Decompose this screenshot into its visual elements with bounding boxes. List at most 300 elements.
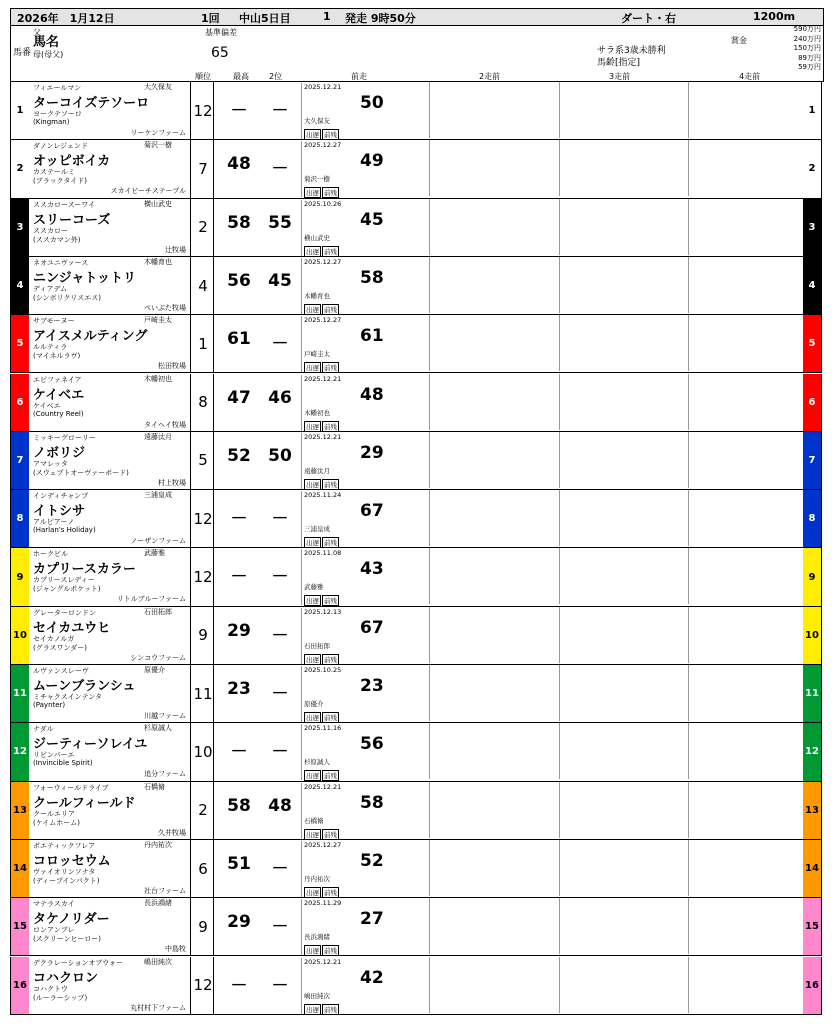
prev-score: 27 (360, 909, 384, 930)
prev-race-1 (301, 316, 430, 372)
second-index: － (271, 159, 289, 180)
prize-label: 賞金 (731, 36, 747, 45)
dam: アマレッタ (33, 459, 68, 468)
best-index: 51 (227, 853, 251, 874)
waku-left (11, 548, 29, 605)
prev-race-4 (688, 199, 804, 255)
prev-jockey: 木幡初也 (304, 408, 330, 417)
horse-number-right: 10 (805, 629, 819, 641)
jockey: 武藤雅 (144, 549, 165, 558)
prev-race-2 (429, 490, 558, 546)
waku-right (803, 140, 821, 197)
dam-sire: (Kingman) (33, 118, 70, 126)
prev-date: 2025.11.08 (304, 549, 342, 558)
prev-race-4 (688, 957, 804, 1013)
prev-race-4 (688, 432, 804, 488)
sire: サブモーヌー (33, 317, 75, 326)
prev-race-2 (429, 199, 558, 255)
rank-value: 2 (198, 218, 208, 237)
tag-pace: 前残 (324, 772, 337, 781)
rank (193, 140, 214, 197)
horse-row (10, 607, 822, 665)
dam-sire: (グラスワンダー) (33, 643, 87, 652)
prev-race-1 (301, 200, 430, 256)
prev-score: 61 (360, 326, 384, 347)
prev-race-2 (429, 723, 558, 779)
race-kai: 1回 (201, 12, 220, 25)
tag-start: 出遅 (306, 772, 319, 781)
sire: ポエティックフレア (33, 841, 96, 850)
prev-tags (304, 362, 340, 373)
sire: グレーターロンドン (33, 608, 96, 617)
prev-race-1 (301, 375, 430, 431)
horse-number-right: 16 (805, 979, 819, 991)
dam: ロンアンブレ (33, 926, 75, 935)
waku-right (803, 607, 821, 664)
prev-jockey: 石橋脩 (304, 816, 324, 825)
second-index: 45 (268, 270, 292, 291)
tag-start: 出遅 (306, 830, 319, 839)
sire: ルヴァンスレーヴ (33, 667, 89, 675)
best-index: 52 (227, 445, 251, 466)
horse-name[interactable]: コハクロン (33, 970, 99, 986)
rank (193, 374, 214, 431)
waku-left (11, 665, 29, 722)
rank-value: 11 (193, 684, 213, 703)
breeder: 辻牧場 (165, 245, 186, 254)
col-prev1: 前走 (351, 72, 367, 81)
tag-pace: 前残 (324, 189, 337, 198)
race-date: 2026年 1月12日 (17, 12, 115, 25)
horse-number: 8 (16, 513, 24, 525)
jockey: 三浦皇成 (144, 491, 172, 500)
race-class: サラ系3歳未勝利 (597, 46, 666, 56)
horse-number: 10 (13, 629, 27, 641)
weight-rule: 馬齢[指定] (597, 58, 641, 68)
horse-name[interactable]: オッピボイカ (33, 154, 111, 170)
dam: リビンパーエ (33, 751, 75, 760)
horse-info (30, 898, 191, 955)
prev-race-1 (301, 83, 430, 139)
waku-left (11, 957, 29, 1014)
prev-tags (304, 479, 340, 490)
breeder: リトルブルーファーム (116, 595, 186, 604)
horse-name[interactable]: ニンジャトットリ (33, 270, 137, 286)
waku-right (803, 898, 821, 955)
horse-number: 11 (13, 688, 27, 700)
race-course: ダート・右 (621, 12, 676, 25)
horse-number: 7 (16, 454, 24, 466)
horse-name[interactable]: アイスメルティング (33, 329, 148, 345)
dam: ススカロー (33, 226, 68, 235)
col-prev3: 3走前 (609, 72, 631, 81)
tag-start: 出遅 (306, 480, 319, 489)
prev-score: 58 (360, 267, 384, 288)
tag-start: 出遅 (306, 597, 319, 606)
prev-jockey: 大久保友 (304, 117, 330, 125)
prev-score: 67 (360, 617, 384, 638)
sire: デクラレーションオブウォー (33, 958, 123, 967)
jockey: 原優介 (144, 666, 165, 674)
horse-name[interactable]: ムーンブランシュ (33, 679, 136, 694)
prev-date: 2025.11.16 (304, 724, 342, 733)
horse-number-right: 12 (805, 746, 819, 758)
waku-right (803, 82, 821, 139)
prev-date: 2025.12.21 (304, 374, 342, 383)
dam-sire: (Invincible Spirit) (33, 759, 93, 768)
tag-start: 出遅 (306, 189, 319, 198)
prev-race-4 (688, 840, 804, 896)
prev-score: 23 (360, 676, 384, 696)
prev-race-1 (301, 258, 430, 314)
prev-race-1 (301, 491, 430, 547)
tag-start: 出遅 (306, 364, 319, 373)
prev-score: 43 (360, 559, 384, 580)
prev-jockey: 横山武史 (304, 233, 330, 242)
second-index: － (271, 975, 289, 996)
tag-pace: 前残 (324, 1005, 337, 1014)
prev-jockey: 遠藤汰月 (304, 466, 330, 475)
dam-sire: (Paynter) (33, 701, 66, 709)
dam-sire: (ジャングルポケット) (33, 585, 101, 594)
waku-left (11, 607, 29, 664)
best-index: 58 (227, 212, 251, 233)
dam-sire: (ルーラーシップ) (33, 993, 88, 1002)
waku-right (803, 199, 821, 256)
waku-left (11, 432, 29, 489)
prev-date: 2025.12.27 (304, 840, 342, 849)
rank (193, 840, 214, 897)
prev-race-3 (559, 607, 688, 663)
prev-date: 2025.12.27 (304, 257, 342, 266)
tag-start: 出遅 (306, 539, 319, 548)
tag-pace: 前残 (324, 888, 337, 897)
horse-row (10, 723, 822, 781)
horse-info (30, 432, 191, 489)
prev-jockey: 長浜鴻緒 (304, 933, 330, 942)
prev-race-4 (688, 607, 804, 663)
tag-pace: 前残 (324, 364, 337, 373)
prev-score: 58 (360, 792, 384, 813)
base-value: 65 (211, 45, 229, 61)
breeder: 松田牧場 (158, 362, 186, 371)
prev-race-3 (559, 957, 688, 1013)
prev-race-3 (559, 782, 688, 838)
rank (193, 82, 214, 139)
prev-date: 2025.12.21 (304, 83, 342, 91)
horse-row (10, 140, 822, 198)
breeder: 丸村村下ファーム (130, 1003, 186, 1012)
jockey: 石田拓郎 (144, 607, 172, 616)
prev-race-3 (559, 82, 688, 138)
breeder: シンコウファーム (130, 653, 186, 662)
waku-right (803, 548, 821, 605)
waku-left (11, 257, 29, 314)
horse-name[interactable]: タケノリダー (33, 912, 110, 928)
horse-info (30, 257, 191, 314)
tag-start: 出遅 (306, 131, 319, 139)
prev-race-2 (429, 782, 558, 838)
best-index: 48 (227, 154, 251, 175)
horse-name[interactable]: イトシサ (33, 504, 86, 520)
prev-race-4 (688, 315, 804, 371)
second-index: － (271, 625, 289, 646)
prev-race-2 (429, 840, 558, 896)
best-index: － (230, 975, 248, 996)
prev-date: 2025.12.21 (304, 432, 342, 441)
breeder: リーケンファーム (130, 129, 186, 137)
prev-date: 2025.10.26 (304, 199, 342, 208)
prize-list (757, 25, 821, 73)
second-index: － (271, 742, 289, 763)
best-index: 29 (227, 620, 251, 641)
race-distance: 1200m (753, 10, 796, 23)
prev-date: 2025.12.27 (304, 141, 342, 150)
horse-info (30, 490, 191, 547)
tag-start: 出遅 (306, 947, 319, 956)
prev-race-3 (559, 898, 688, 954)
prev-race-4 (688, 548, 804, 604)
rank-value: 1 (198, 334, 208, 353)
best-index: － (230, 101, 248, 121)
horse-row (10, 82, 822, 140)
horse-number-right: 6 (808, 396, 816, 408)
jockey: 丹内祐次 (144, 840, 172, 849)
prev-race-4 (688, 490, 804, 546)
horse-number: 16 (13, 979, 27, 991)
horse-row (10, 374, 822, 432)
horse-name[interactable]: ターコイズテソーロ (33, 96, 150, 111)
prev-race-3 (559, 140, 688, 196)
prev-race-3 (559, 665, 688, 721)
waku-left (11, 315, 29, 372)
jockey: 杉原誠人 (144, 724, 172, 733)
rank (193, 490, 214, 547)
tag-pace: 前残 (324, 830, 337, 839)
prev-date: 2025.11.29 (304, 899, 342, 908)
prev-race-1 (301, 899, 430, 955)
horse-number: 3 (16, 221, 24, 233)
tag-start: 出遅 (306, 247, 319, 256)
waku-right (803, 490, 821, 547)
prev-jockey: 三浦皇成 (304, 525, 330, 534)
prev-jockey: 杉原誠人 (304, 758, 330, 767)
horse-info (30, 82, 191, 139)
horse-info (30, 840, 191, 897)
prev-race-3 (559, 723, 688, 779)
jockey: 横山武史 (144, 199, 172, 208)
horse-name[interactable]: ケイベエ (33, 387, 85, 403)
prev-date: 2025.12.27 (304, 316, 342, 325)
prev-race-4 (688, 374, 804, 430)
second-index: 55 (268, 212, 292, 233)
horse-name[interactable]: ジーティーソレイユ (33, 737, 148, 753)
second-index: － (271, 684, 289, 704)
horse-name[interactable]: クールフィールド (33, 795, 136, 811)
tag-start: 出遅 (306, 888, 319, 897)
waku-left (11, 374, 29, 431)
rank-value: 7 (198, 159, 208, 178)
horse-row (10, 957, 822, 1015)
rank (193, 723, 214, 780)
prev-race-1 (301, 608, 430, 664)
prev-race-3 (559, 490, 688, 546)
dam-sire: (Harlan's Holiday) (33, 526, 96, 535)
sire: ダノンレジェンド (33, 142, 89, 151)
waku-right (803, 723, 821, 780)
horse-info (30, 723, 191, 780)
second-index: 50 (268, 445, 292, 466)
prev-tags (304, 829, 340, 840)
prev-tags (304, 945, 340, 956)
horse-name[interactable]: セイカユウヒ (33, 620, 111, 636)
rank-value: 6 (198, 859, 208, 878)
horse-number-right: 1 (808, 105, 816, 117)
prev-race-1 (301, 549, 430, 605)
horse-info (30, 199, 191, 256)
rank-value: 8 (198, 393, 208, 412)
waku-left (11, 82, 29, 139)
prev-race-2 (429, 315, 558, 371)
tag-pace: 前残 (324, 422, 337, 431)
prev-race-4 (688, 665, 804, 721)
horse-info (30, 782, 191, 839)
tag-pace: 前残 (324, 947, 337, 956)
prev-race-2 (429, 957, 558, 1013)
race-venue: 中山5日目 (239, 12, 291, 25)
label-base: 基準偏差 (205, 28, 237, 37)
horse-number: 15 (13, 921, 27, 933)
jockey: 大久保友 (144, 83, 172, 91)
sire: ネオユニヴァース (33, 258, 89, 267)
prev-score: 29 (360, 442, 384, 463)
horse-row (10, 665, 822, 723)
rank (193, 315, 214, 372)
rank-value: 9 (198, 917, 208, 936)
best-index: － (230, 509, 248, 530)
horse-number: 4 (16, 280, 24, 292)
prev-jockey: 嶋田純次 (304, 991, 330, 1000)
second-index: － (271, 334, 289, 355)
breeder: 川越ファーム (144, 712, 186, 720)
prev-race-3 (559, 432, 688, 488)
sire: ミッキーグローリー (33, 433, 96, 442)
prev-jockey: 石田拓郎 (304, 641, 330, 650)
rank-value: 12 (193, 976, 213, 995)
breeder: ぺいぶた牧場 (144, 303, 186, 312)
dam-sire: (シンボリクリスエス) (33, 293, 102, 302)
prev-race-3 (559, 548, 688, 604)
prev-tags (304, 246, 340, 257)
best-index: － (230, 567, 248, 588)
col-best: 最高 (233, 72, 249, 81)
waku-right (803, 315, 821, 372)
sire: マテラスカイ (33, 900, 75, 909)
col-prev4: 4走前 (739, 72, 761, 81)
tag-start: 出遅 (306, 1005, 319, 1014)
horse-name[interactable]: コロッセウム (33, 853, 111, 869)
waku-left (11, 490, 29, 547)
prev-race-3 (559, 840, 688, 896)
horse-info (30, 315, 191, 372)
prev-race-2 (429, 432, 558, 488)
tag-pace: 前残 (324, 305, 337, 314)
horse-name[interactable]: カプリースカラー (33, 562, 136, 578)
label-sire: 父 (33, 28, 41, 37)
sire: インディチャンプ (33, 492, 89, 501)
rank-value: 12 (193, 509, 213, 528)
prev-race-4 (688, 898, 804, 954)
rank (193, 898, 214, 955)
tag-pace: 前残 (324, 247, 337, 256)
tag-pace: 前残 (324, 714, 337, 722)
waku-right (803, 840, 821, 897)
breeder: タイヘイ牧場 (144, 420, 186, 429)
prev-race-3 (559, 315, 688, 371)
label-dam: 母(母父) (33, 50, 64, 59)
prev-race-2 (429, 665, 558, 721)
horse-number: 14 (13, 863, 27, 875)
prev-jockey: 丹内祐次 (304, 874, 330, 883)
prev-race-2 (429, 257, 558, 313)
best-index: 61 (227, 329, 251, 350)
horse-info (30, 374, 191, 431)
prize-2: 240万円 (793, 34, 821, 43)
best-index: 58 (227, 795, 251, 816)
horse-number: 2 (16, 163, 24, 175)
tag-pace: 前残 (324, 131, 337, 139)
jockey: 木幡初也 (144, 374, 172, 383)
prize-3: 150万円 (793, 44, 821, 52)
dam: ルルティラ (33, 343, 68, 352)
dam-sire: (スクリーンヒーロー) (33, 935, 102, 944)
sire: ナダル (33, 725, 54, 734)
dam-sire: (ススカマン外) (33, 235, 81, 244)
rank-value: 4 (198, 276, 208, 295)
prev-date: 2025.12.21 (304, 782, 342, 791)
tag-start: 出遅 (306, 655, 319, 664)
prev-race-4 (688, 723, 804, 779)
prev-race-4 (688, 140, 804, 196)
dam: アルピアーノ (33, 518, 75, 527)
waku-left (11, 898, 29, 955)
prev-score: 50 (360, 93, 384, 113)
rank-value: 2 (198, 801, 208, 820)
horse-number-right: 9 (808, 571, 816, 583)
horse-info (30, 665, 191, 722)
horse-number-right: 2 (808, 163, 816, 175)
waku-right (803, 374, 821, 431)
prev-race-2 (429, 374, 558, 430)
col-second: 2位 (269, 72, 283, 81)
tag-start: 出遅 (306, 305, 319, 314)
breeder: 追分ファーム (144, 770, 186, 779)
horse-name[interactable]: スリーコーズ (33, 212, 111, 228)
horse-number-right: 7 (808, 454, 816, 466)
prev-race-2 (429, 82, 558, 138)
prev-tags (304, 537, 340, 548)
prev-race-1 (301, 958, 430, 1014)
horse-row (10, 490, 822, 548)
best-index: 56 (227, 270, 251, 291)
horse-name[interactable]: ノボリジ (33, 445, 86, 461)
prev-tags (304, 712, 340, 723)
best-index: 47 (227, 387, 251, 408)
rank (193, 199, 214, 256)
horse-row (10, 257, 822, 315)
dam: ディアデム (33, 284, 68, 293)
horse-number: 5 (16, 338, 24, 350)
